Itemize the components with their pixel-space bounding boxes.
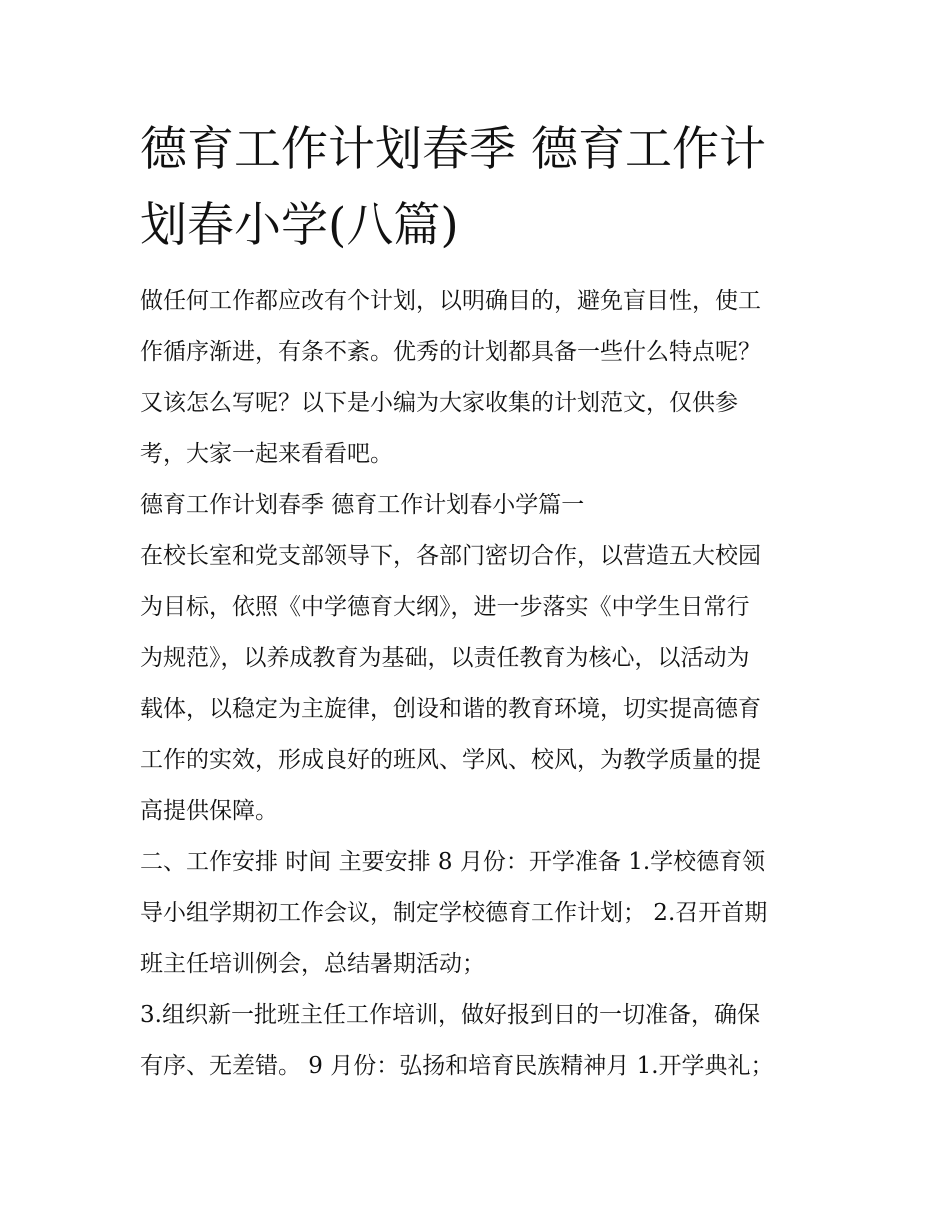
- document-title: [140, 112, 820, 264]
- body-line: 工作的实效，形成良好的班风、学风、校风，为教学质量的提: [140, 747, 761, 773]
- body-line: 3.组织新一批班主任工作培训，做好报到日的一切准备，确保: [140, 1002, 760, 1028]
- body-line: 又该怎么写呢？以下是小编为大家收集的计划范文，仅供参: [140, 390, 738, 416]
- body-line: 在校长室和党支部领导下，各部门密切合作，以营造五大校园: [140, 543, 761, 569]
- body-line: 为目标，依照《中学德育大纲》，进一步落实《中学生日常行: [140, 594, 750, 620]
- body-line: 考，大家一起来看看吧。: [140, 441, 393, 467]
- title-line: 德育工作计划春季 德育工作计: [140, 122, 766, 177]
- body-line: 高提供保障。: [140, 798, 278, 824]
- document-body: [140, 276, 820, 1092]
- body-line: 班主任培训例会，总结暑期活动；: [140, 951, 485, 977]
- body-line: 做任何工作都应改有个计划，以明确目的，避免盲目性，使工: [140, 288, 761, 314]
- body-line: 二、工作安排 时间 主要安排 8 月份：开学准备 1.学校德育领: [140, 849, 766, 875]
- body-line: 导小组学期初工作会议，制定学校德育工作计划； 2.召开首期: [140, 900, 768, 926]
- title-line: 划春小学(八篇): [140, 198, 459, 253]
- section-heading: 德育工作计划春季 德育工作计划春小学篇一: [140, 492, 585, 518]
- body-line: 载体，以稳定为主旋律，创设和谐的教育环境，切实提高德育: [140, 696, 761, 722]
- body-line: 作循序渐进，有条不紊。优秀的计划都具备一些什么特点呢？: [140, 339, 761, 365]
- body-line: 为规范》，以养成教育为基础，以责任教育为核心，以活动为: [140, 645, 750, 671]
- body-line: 有序、无差错。 9 月份：弘扬和培育民族精神月 1.开学典礼；: [140, 1053, 774, 1079]
